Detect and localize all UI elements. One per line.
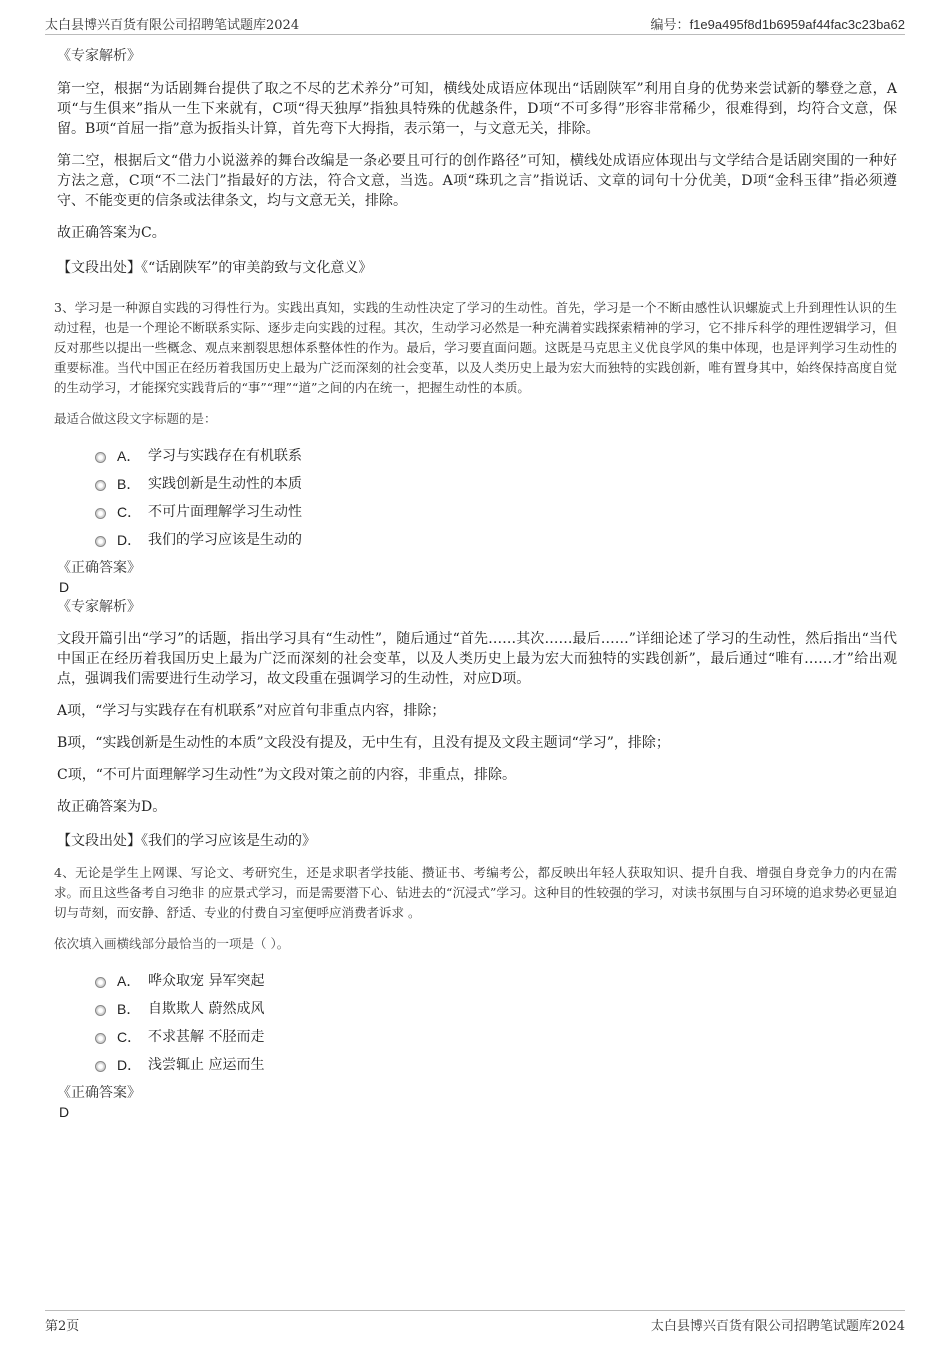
radio-button-icon[interactable]	[95, 1033, 106, 1044]
prev-source: 【文段出处】《“话剧陕军”的审美韵致与文化意义》	[57, 260, 373, 276]
option-text: 我们的学习应该是生动的	[148, 532, 302, 548]
question-3-option-d[interactable]	[95, 529, 897, 557]
question-4-options	[95, 970, 897, 1082]
question-3-analysis-para-4: C项，“不可片面理解学习生动性”为文段对策之前的内容，非重点，排除。	[57, 767, 517, 783]
option-text: 浅尝辄止 应运而生	[148, 1057, 265, 1073]
question-3-option-a[interactable]	[95, 445, 897, 473]
option-letter: C．	[117, 504, 142, 520]
question-3-analysis-para-3: B项，“实践创新是生动性的本质”文段没有提及，无中生有，且没有提及文段主题词“学习”，排除；	[57, 735, 670, 751]
question-3-text: 3、学习是一种源自实践的习得性行为。实践出真知，实践的生动性决定了学习的生动性。首先，学习是一个不断由感性认识螺旋式上升到理性认识的生动过程，也是一个理论不断联系实际、逐步走向实践的过程。其次，生动学习必然是一种充满着实践探索精神的学习，它不排斥科学的理性逻辑学习，但反对那些以提出一些概念、观点来割裂思想体系整体性的作为。最后，学习要直面问题。这既是马克思主义优良学风的集中体现，也是评判学习生动性的重要标准。当代中国正在经历着我国历史上最为广泛而深刻的社会变革，以及人类历史上最为宏大而独特的实践创新，唯有置身其中，始终保持高度自觉的生动学习，才能探究实践背后的“事”“理”“道”之间的内在统一，把握生动性的本质。	[54, 300, 897, 395]
option-text: 不求甚解 不胫而走	[148, 1029, 265, 1045]
option-letter: B．	[117, 1001, 141, 1017]
footer-title: 太白县博兴百货有限公司招聘笔试题库2024	[650, 1319, 905, 1334]
question-3-answer: D	[59, 579, 70, 595]
question-4-option-c[interactable]	[95, 1026, 897, 1054]
question-3-prompt: 最适合做这段文字标题的是：	[54, 411, 217, 426]
option-letter: A．	[117, 973, 141, 989]
page-header	[45, 14, 905, 35]
question-4-answer-label: 《正确答案》	[57, 1085, 141, 1101]
page-content	[54, 46, 897, 1121]
document-code	[651, 14, 905, 33]
header-title: 太白县博兴百货有限公司招聘笔试题库2024	[45, 18, 300, 33]
option-text: 自欺欺人 蔚然成风	[148, 1001, 265, 1017]
question-3-option-b[interactable]	[95, 473, 897, 501]
radio-button-icon[interactable]	[95, 508, 106, 519]
option-letter: C．	[117, 1029, 142, 1045]
question-4-answer: D	[59, 1104, 70, 1120]
option-letter: A．	[117, 448, 141, 464]
radio-button-icon[interactable]	[95, 1005, 106, 1016]
question-3-source: 【文段出处】《我们的学习应该是生动的》	[57, 833, 316, 849]
question-3-analysis-para-2: A项，“学习与实践存在有机联系”对应首句非重点内容，排除；	[57, 703, 446, 719]
question-4-option-a[interactable]	[95, 970, 897, 998]
question-4-prompt: 依次填入画横线部分最恰当的一项是（ ）。	[54, 936, 290, 951]
page-number: 第2页	[45, 1319, 80, 1334]
document-code-label: 编号：	[650, 17, 690, 32]
prev-analysis-label: 《专家解析》	[57, 48, 141, 64]
question-4-text: 4、无论是学生上网课、写论文、考研究生，还是求职者学技能、攒证书、考编考公，都反映出年轻人获取知识、提升自我、增强自身竞争力的内在需求。而且这些备考自习绝非 的应景式学习，而是需要潜下心、钻进去的“沉浸式”学习。这种目的性较强的学习，对读书氛围与自习环境的追求势必更显迫切与苛刻，而安静、舒适、专业的付费自习室便呼应消费者诉求 。	[54, 865, 897, 920]
radio-button-icon[interactable]	[95, 452, 106, 463]
page-footer	[45, 1310, 905, 1334]
option-text: 实践创新是生动性的本质	[148, 476, 302, 492]
question-3-answer-label: 《正确答案》	[57, 560, 141, 576]
radio-button-icon[interactable]	[95, 480, 106, 491]
question-3-option-c[interactable]	[95, 501, 897, 529]
radio-button-icon[interactable]	[95, 1061, 106, 1072]
option-letter: B．	[117, 476, 141, 492]
option-letter: D．	[117, 532, 142, 548]
option-text: 学习与实践存在有机联系	[148, 448, 302, 464]
option-text: 哗众取宠 异军突起	[148, 973, 265, 989]
question-3-analysis-para-1: 文段开篇引出“学习”的话题，指出学习具有“生动性”，随后通过“首先……其次……最后……”详细论述了学习的生动性，然后指出“当代中国正在经历着我国历史上最为广泛而深刻的社会变革，以及人类历史上最为宏大而独特的实践创新”，最后通过“唯有……才”给出观点，强调我们需要进行生动学习，故文段重在强调学习的生动性，对应D项。	[57, 631, 897, 687]
option-letter: D．	[117, 1057, 142, 1073]
question-3-options	[95, 445, 897, 557]
question-3-analysis-para-5: 故正确答案为D。	[57, 799, 167, 815]
option-text: 不可片面理解学习生动性	[148, 504, 302, 520]
question-4-option-d[interactable]	[95, 1054, 897, 1082]
document-code-value: f1e9a495f8d1b6959af44fac3c23ba62	[689, 17, 905, 32]
radio-button-icon[interactable]	[95, 536, 106, 547]
radio-button-icon[interactable]	[95, 977, 106, 988]
prev-analysis-para-1: 第一空，根据“为话剧舞台提供了取之不尽的艺术养分”可知，横线处成语应体现出“话剧陕军”利用自身的优势来尝试新的攀登之意，A项“与生俱来”指从一生下来就有，C项“得天独厚”指独具特殊的优越条件，D项“不可多得”形容非常稀少，很难得到，均符合文意，保留。B项“首屈一指”意为扳指头计算，首先弯下大拇指，表示第一，与文意无关，排除。	[57, 81, 897, 137]
question-4-option-b[interactable]	[95, 998, 897, 1026]
question-3-analysis-label: 《专家解析》	[57, 599, 141, 615]
prev-analysis-para-2: 第二空，根据后文“借力小说滋养的舞台改编是一条必要且可行的创作路径”可知，横线处成语应体现出与文学结合是话剧突围的一种好方法之意，C项“不二法门”指最好的方法，符合文意，当选。A项“珠玑之言”指说话、文章的词句十分优美，D项“金科玉律”指必须遵守、不能变更的信条或法律条文，均与文意无关，排除。	[57, 153, 897, 209]
prev-conclusion: 故正确答案为C。	[57, 225, 166, 241]
